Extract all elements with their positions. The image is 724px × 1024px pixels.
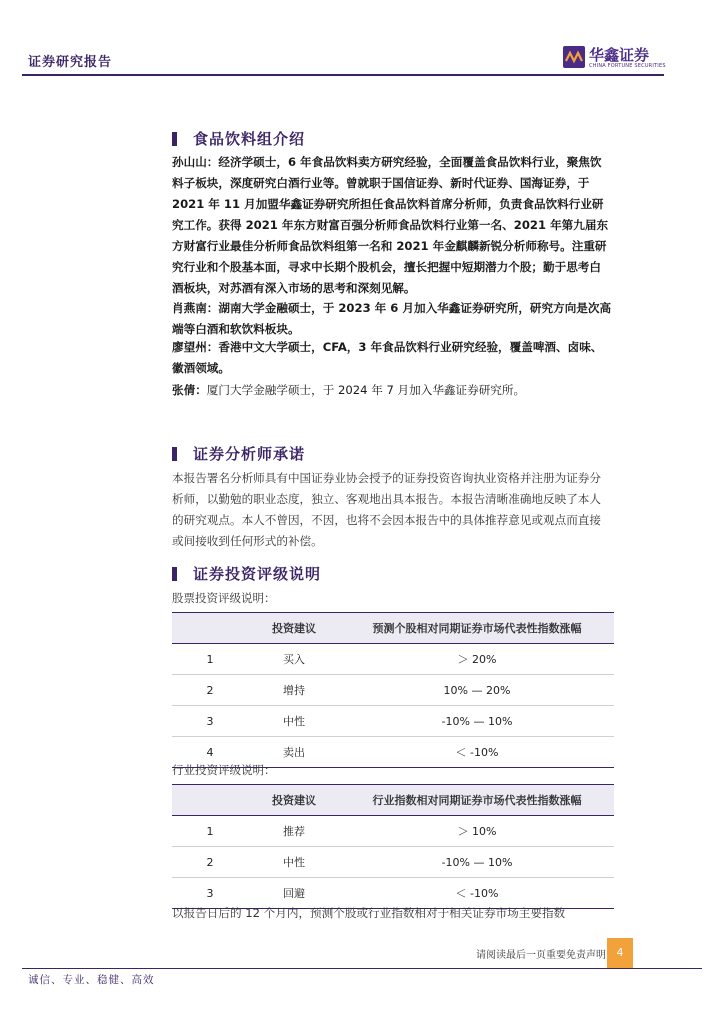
industry-rating-table [172,784,614,909]
industry-rating-caption: 行业投资评级说明： [172,763,276,777]
stock-rating-table [172,612,614,768]
table-row [172,706,614,737]
table-header-row [172,785,614,816]
header-divider [22,74,664,76]
report-type-label: 证券研究报告 [28,55,113,70]
table-cell: ＞ 20% [340,644,614,675]
section-marker [172,447,177,461]
table-cell: 中性 [248,847,340,878]
table-cell: 4 [172,737,248,768]
section-title: 食品饮料组介绍 [193,130,306,148]
table-cell: 中性 [248,706,340,737]
rating-section-heading [172,563,321,584]
table-cell: 1 [172,644,248,675]
column-header: 投资建议 [248,613,340,644]
column-header [172,613,248,644]
commitment-section-heading [172,443,305,464]
table-row [172,675,614,706]
logo-text: 华鑫证券 [589,46,650,64]
table-cell: 卖出 [248,737,340,768]
table-cell: 买入 [248,644,340,675]
column-header: 行业指数相对同期证券市场代表性指数涨幅 [340,785,614,816]
table-cell: 1 [172,816,248,847]
section-marker [172,567,177,581]
table-cell: 回避 [248,878,340,909]
footer-divider [22,968,702,969]
rating-note-text: 以报告日后的 12 个月内，预测个股或行业指数相对于相关证券市场主要指数 [172,906,566,920]
footer-slogan: 诚信、专业、稳健、高效 [28,974,155,986]
logo-icon [563,46,585,68]
section-marker [172,132,177,146]
page-number: 4 [607,938,633,968]
member-bio: 张倩：厦门大学金融学硕士，于 2024 年 7 月加入华鑫证券研究所。 [172,383,526,397]
table-row [172,847,614,878]
table-cell: 3 [172,706,248,737]
table-row [172,644,614,675]
table-cell: ＜ -10% [340,878,614,909]
company-logo [563,44,683,72]
team-section-heading [172,128,305,149]
table-cell: -10% — 10% [340,847,614,878]
table-row [172,816,614,847]
table-cell: 10% — 20% [340,675,614,706]
column-header [172,785,248,816]
section-title: 证券投资评级说明 [193,565,322,583]
table-cell: 3 [172,878,248,909]
table-cell: ＜ -10% [340,737,614,768]
table-cell: -10% — 10% [340,706,614,737]
stock-rating-caption: 股票投资评级说明： [172,591,276,605]
member-bio: 肖燕南：湖南大学金融硕士，于 2023 年 6 月加入华鑫证券研究所，研究方向是次高端等白酒和软饮料板块。 [172,301,612,336]
table-header-row [172,613,614,644]
member-bio: 孙山山：经济学硕士，6 年食品饮料卖方研究经验，全面覆盖食品饮料行业，聚焦饮料子板块，深度研究白酒行业等。曾就职于国信证券、新时代证券、国海证券，于 2021 年 11 月加盟华鑫证券研究所担任食品饮料首席分析师，负责食品饮料行业研究工作。获得 2021 年东方财富百强分析师食品饮料行业第一名、2021 年第九届东方财富行业最佳分析师食品饮料组第一名和 2021 年金麒麟新锐分析师称号。注重研究行业和个股基本面，寻求中长期个股机会，擅长把握中短期潜力个股；勤于思考白酒板块，对苏酒有深入市场的思考和深刻见解。 [172,155,609,295]
member-bio: 廖望州：香港中文大学硕士，CFA，3 年食品饮料行业研究经验，覆盖啤酒、卤味、徽酒领域。 [172,340,603,375]
table-cell: 增持 [248,675,340,706]
column-header: 预测个股相对同期证券市场代表性指数涨幅 [340,613,614,644]
table-cell: 2 [172,847,248,878]
logo-subtext: CHINA FORTUNE SECURITIES [589,63,666,69]
disclaimer-note: 请阅读最后一页重要免责声明 [476,950,606,961]
column-header: 投资建议 [248,785,340,816]
table-cell: 推荐 [248,816,340,847]
commitment-text: 本报告署名分析师具有中国证券业协会授予的证券投资咨询执业资格并注册为证券分析师，以勤勉的职业态度，独立、客观地出具本报告。本报告清晰准确地反映了本人的研究观点。本人不曾因，不因，也将不会因本报告中的具体推荐意见或观点而直接或间接收到任何形式的补偿。 [172,471,601,548]
table-cell: ＞ 10% [340,816,614,847]
section-title: 证券分析师承诺 [193,445,306,463]
table-cell: 2 [172,675,248,706]
